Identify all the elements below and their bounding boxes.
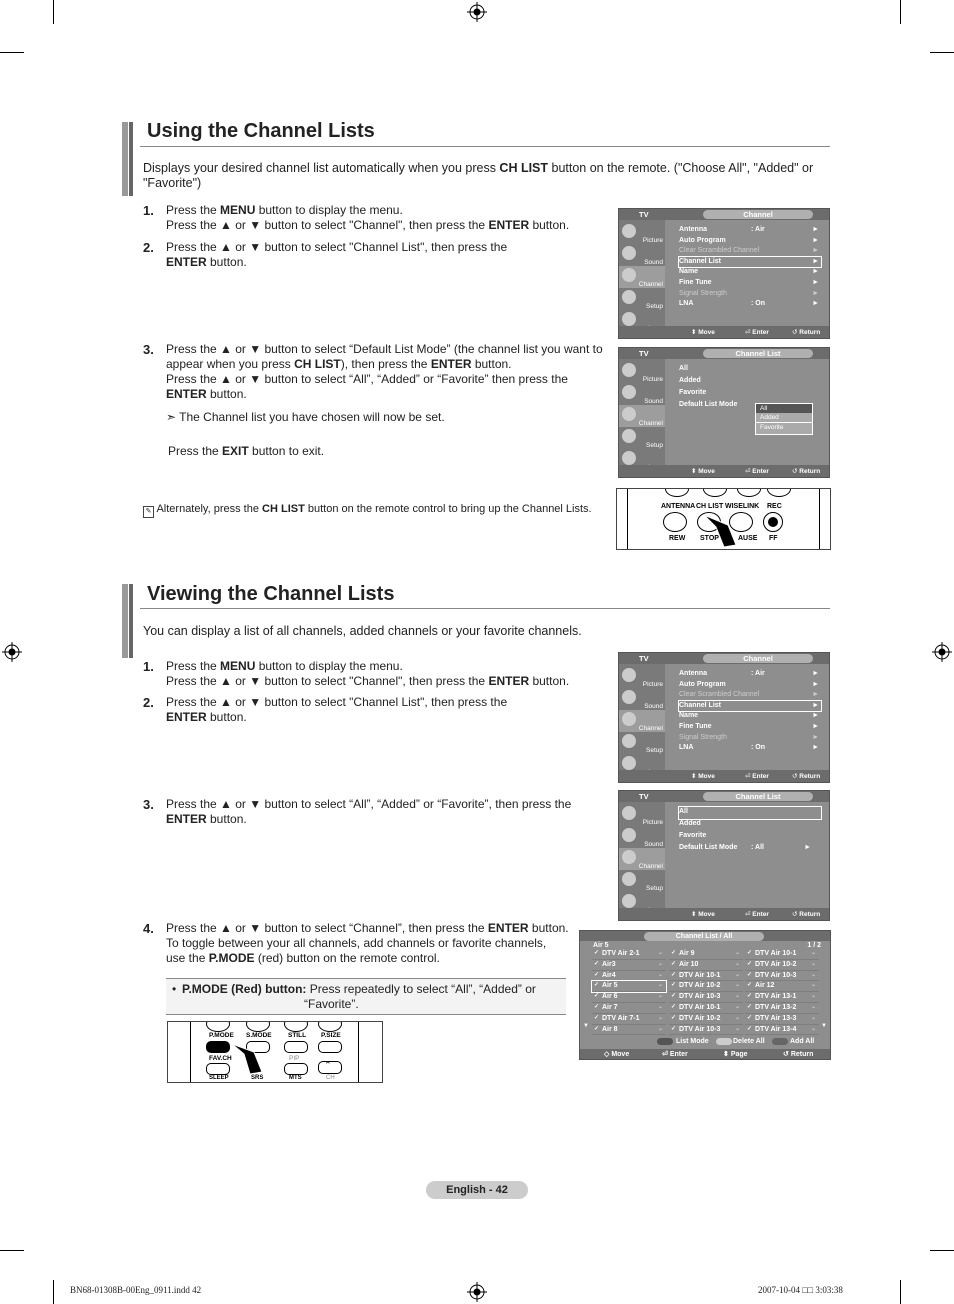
channel-list-item[interactable] <box>745 1025 819 1036</box>
menu-item[interactable]: Auto Program ► <box>679 236 819 244</box>
channel-name: DTV Air 10-1 <box>755 950 797 957</box>
antenna-icon: ✓ <box>671 950 677 956</box>
antenna-icon: ✓ <box>747 993 753 1000</box>
input-icon <box>622 451 636 465</box>
section-bar <box>129 584 133 658</box>
step-number: 3. <box>143 342 154 357</box>
step-text: Press the ▲ or ▼ button to select “All”, “Added” or “Favorite”, then press the ENTER button. <box>166 797 572 826</box>
channel-list-item[interactable] <box>592 960 666 971</box>
antenna-icon: ✓ <box>671 982 677 989</box>
section-intro: You can display a list of all channels, added channels or your favorite channels. <box>143 624 582 638</box>
chevron-down-icon: ⌄ <box>810 960 816 967</box>
sound-icon <box>622 385 636 399</box>
antenna-icon: ✓ <box>747 1025 753 1032</box>
channel-list-item[interactable] <box>592 949 666 960</box>
osd-channel-menu: TV Channel Picture Sound Channel Setup Antenna : Air ► Auto Program ► Clear Scrambled Channel ► Channel List ► Name ► Fine Tune ► Signal Strength ► LNA : On ► ⬍ Move ⏎ Enter ↺ Return <box>618 208 830 339</box>
channel-icon <box>622 712 636 726</box>
channel-name: Air 12 <box>755 982 775 990</box>
red-button-icon <box>657 1038 673 1045</box>
note-text: ✎ Alternately, press the CH LIST button on the remote control to bring up the Channel Lists. <box>143 503 613 518</box>
registration-mark-icon <box>2 642 22 662</box>
step-number: 1. <box>143 659 154 674</box>
bullet-note: • P.MODE (Red) button: Press repeatedly to select “All”, “Added” or “Favorite”. <box>166 978 566 1015</box>
footer-timestamp: 2007-10-04 □□ 3:03:38 <box>758 1285 843 1295</box>
chevron-down-icon: ⌄ <box>657 950 663 956</box>
channel-name: DTV Air 7-1 <box>602 1014 640 1022</box>
antenna-icon: ✓ <box>671 971 677 978</box>
chevron-down-icon: ⌄ <box>734 993 740 1000</box>
menu-item[interactable]: Signal Strength ► <box>679 289 819 297</box>
step-text: Press the ▲ or ▼ button to select “Default List Mode” (the channel list you want to appear when you press CH LIST), then press the ENTER button. Press the ▲ or ▼ button to select “All”, “Added” or “Favorite” then press the ENTER button. ➣ The Channel list you have chosen will now be set. Press the EXIT button to exit. <box>166 342 603 458</box>
scroll-down-icon[interactable]: ▼ <box>583 1023 589 1029</box>
osd-channel-list-menu: TV Channel List Picture Sound Channel Setup All Added Favorite Default List Mode All Added Favorite ⬍ Move ⏎ Enter ↺ Return <box>618 347 830 478</box>
menu-item[interactable]: Clear Scrambled Channel ► <box>679 247 819 255</box>
menu-item[interactable]: Fine Tune ► <box>679 278 819 286</box>
channel-list-item[interactable] <box>669 1003 743 1014</box>
step-number: 1. <box>143 203 154 218</box>
chevron-down-icon: ⌄ <box>734 1003 740 1010</box>
picture-icon <box>622 668 636 682</box>
channel-name: DTV Air 13-1 <box>755 993 797 1001</box>
channel-name: DTV Air 2-1 <box>602 950 640 957</box>
antenna-icon: ✓ <box>594 1003 600 1010</box>
channel-name: Air 5 <box>602 982 618 990</box>
menu-item[interactable]: All <box>679 807 821 819</box>
chevron-up-icon: ⌃ <box>324 1060 332 1070</box>
menu-item[interactable]: Default List Mode <box>679 401 738 408</box>
antenna-icon: ✓ <box>671 1014 677 1021</box>
input-icon <box>622 894 636 908</box>
setup-icon <box>622 290 636 304</box>
chevron-down-icon: ⌄ <box>810 982 816 989</box>
channel-list-item[interactable] <box>745 971 819 982</box>
section-title: Using the Channel Lists <box>147 120 375 142</box>
chevron-down-icon: ⌄ <box>734 1025 740 1032</box>
page-number-badge: English - 42 <box>426 1181 528 1199</box>
picture-icon <box>622 363 636 377</box>
antenna-icon: ✓ <box>671 1003 677 1010</box>
registration-mark-icon <box>932 642 952 662</box>
add-all-button[interactable]: Add All <box>790 1038 815 1045</box>
antenna-icon: ✓ <box>671 993 677 1000</box>
setup-icon <box>622 429 636 443</box>
channel-name: DTV Air 10-2 <box>679 982 721 990</box>
menu-item[interactable]: All <box>679 365 688 372</box>
setup-icon <box>622 734 636 748</box>
crop-mark <box>900 1280 901 1304</box>
menu-item[interactable]: Antenna : Air ► <box>679 226 819 233</box>
sound-icon <box>622 246 636 260</box>
channel-list-item[interactable] <box>592 981 666 992</box>
channel-name: Air 6 <box>602 993 618 1001</box>
pointer-hand-icon <box>232 1040 272 1074</box>
channel-list-item[interactable] <box>669 949 743 960</box>
section-title: Viewing the Channel Lists <box>147 583 395 605</box>
channel-icon <box>622 850 636 864</box>
channel-icon <box>622 407 636 421</box>
step-text: Press the ▲ or ▼ button to select "Channel List", then press the ENTER button. <box>166 240 508 269</box>
chevron-down-icon: ⌄ <box>810 1025 816 1032</box>
antenna-icon: ✓ <box>594 960 600 967</box>
registration-mark-icon <box>467 2 487 22</box>
channel-name: DTV Air 10-1 <box>679 971 721 979</box>
osd-channel-list-all: Channel List / All Air 5 1 / 2 ✓ DTV Air 2-1 ⌄ ✓ Air3 ⌄ ✓ Air4 ⌄ ✓ Air 5 ⌄ ✓ Air 6 ⌄ ✓ Air 7 ⌄ ✓ DTV Air 7-1 ⌄ ✓ Air 8 ⌄ ✓ Air 9 ⌄ ✓ Air 10 ⌄ ✓ DTV Air 10-1 ⌄ ✓ DTV Air 10-2 ⌄ ✓ DTV Air 10-3 ⌄ ✓ DTV Air 10-1 ⌄ ✓ DTV Air 10-2 ⌄ ✓ DTV Air 10-3 ⌄ ✓ DTV Air 10-1 ⌄ ✓ DTV Air 10-2 ⌄ ✓ DTV Air 10-3 ⌄ ✓ Air 12 ⌄ ✓ DTV Air 13-1 ⌄ ✓ DTV Air 13-2 ⌄ ✓ DTV Air 13-3 ⌄ ✓ DTV Air 13-4 ⌄ ▼ ▼ List Mode Delete All Add All ◇ Move ⏎ Enter ⬍ Page ↺ Return <box>579 930 831 1060</box>
channel-name: DTV Air 10-2 <box>755 960 797 968</box>
section-rule <box>140 146 830 147</box>
step-number: 2. <box>143 695 154 710</box>
chevron-down-icon: ⌄ <box>810 1003 816 1010</box>
menu-item[interactable]: LNA : On ► <box>679 300 819 308</box>
dropdown-option[interactable]: All <box>756 404 812 413</box>
channel-list-item[interactable] <box>669 971 743 982</box>
chevron-down-icon: ⌄ <box>810 993 816 1000</box>
channel-list-item[interactable] <box>592 971 666 982</box>
menu-item[interactable]: Favorite <box>679 832 707 839</box>
step-text: Press the ▲ or ▼ button to select “Channel”, then press the ENTER button. To toggle between your all channels, add channels or favorite channels, use the P.MODE (red) button on the remote control. <box>166 921 569 965</box>
picture-icon <box>622 224 636 238</box>
channel-list-item[interactable] <box>745 992 819 1003</box>
chevron-down-icon: ⌄ <box>734 971 740 978</box>
crop-mark <box>930 1250 954 1251</box>
menu-item[interactable]: Favorite <box>679 389 707 396</box>
dropdown-option[interactable]: Favorite <box>760 424 784 431</box>
step-text: Press the MENU button to display the menu. Press the ▲ or ▼ button to select "Channel", then press the ENTER button. <box>166 203 570 232</box>
channel-name: DTV Air 13-3 <box>755 1014 797 1022</box>
chevron-down-icon: ⌄ <box>657 971 663 978</box>
antenna-icon: ✓ <box>747 960 753 967</box>
antenna-icon: ✓ <box>747 971 753 978</box>
channel-name: Air 8 <box>602 1025 618 1033</box>
pointer-hand-icon <box>702 511 742 547</box>
channel-name: DTV Air 10-3 <box>679 993 721 1001</box>
menu-item[interactable]: Added <box>679 377 701 384</box>
channel-name: Air 7 <box>602 1003 618 1011</box>
channel-list-item[interactable] <box>592 1014 666 1025</box>
antenna-icon: ✓ <box>747 1003 753 1010</box>
registration-mark-icon <box>467 1282 487 1302</box>
channel-list-item[interactable] <box>745 1003 819 1014</box>
step-number: 3. <box>143 797 154 812</box>
step-number: 4. <box>143 921 154 936</box>
crop-mark <box>53 0 54 24</box>
channel-icon <box>622 268 636 282</box>
antenna-icon: ✓ <box>594 993 600 1000</box>
channel-name: DTV Air 10-2 <box>679 1014 721 1022</box>
chevron-down-icon: ⌄ <box>657 1025 663 1032</box>
section-rule <box>140 608 830 609</box>
chevron-down-icon: ⌄ <box>734 960 740 967</box>
input-icon <box>622 312 636 326</box>
channel-name: Air 9 <box>679 950 695 957</box>
step-text: Press the MENU button to display the menu. Press the ▲ or ▼ button to select "Channel", then press the ENTER button. <box>166 659 570 688</box>
channel-list-item[interactable] <box>669 1025 743 1036</box>
scroll-down-icon[interactable]: ▼ <box>821 1023 827 1029</box>
channel-list-item[interactable] <box>745 960 819 971</box>
crop-mark <box>0 1250 24 1251</box>
section-bar <box>122 584 128 658</box>
setup-icon <box>622 872 636 886</box>
channel-name: DTV Air 10-3 <box>755 971 797 979</box>
channel-name: Air4 <box>602 971 616 979</box>
antenna-icon: ✓ <box>747 950 753 956</box>
menu-item[interactable]: Added <box>679 820 701 827</box>
menu-item[interactable]: Channel List ► <box>679 701 821 712</box>
channel-name: DTV Air 10-1 <box>679 1003 721 1011</box>
chevron-down-icon: ⌄ <box>657 982 663 989</box>
channel-list-item[interactable] <box>745 981 819 992</box>
menu-item[interactable]: Channel List ► <box>679 257 821 268</box>
osd-channel-menu: TV Channel Picture Sound Channel Setup Antenna : Air ► Auto Program ► Clear Scrambled Channel ► Channel List ► Name ► Fine Tune ► Signal Strength ► LNA : On ► ⬍ Move ⏎ Enter ↺ Return <box>618 652 830 783</box>
antenna-icon: ✓ <box>594 971 600 978</box>
list-mode-button[interactable]: List Mode <box>676 1038 709 1045</box>
menu-item[interactable]: Antenna : Air ► <box>679 670 819 677</box>
crop-mark <box>930 52 954 53</box>
channel-name: Air 10 <box>679 960 699 968</box>
chevron-down-icon: ⌄ <box>657 960 663 967</box>
menu-item[interactable]: Clear Scrambled Channel ► <box>679 691 819 699</box>
menu-item[interactable]: Fine Tune ► <box>679 722 819 730</box>
channel-list-item[interactable] <box>669 981 743 992</box>
chevron-down-icon: ⌄ <box>657 1014 663 1021</box>
menu-item[interactable]: Default List Mode : All ► <box>679 844 811 851</box>
green-button-icon <box>716 1038 732 1045</box>
chevron-down-icon: ⌄ <box>810 950 816 956</box>
remote-control-image: P.MODE S.MODE STILL P.SIZE FAV.CH PIP ⌃ SLEEP SRS MTS CH <box>167 1021 383 1083</box>
chevron-down-icon: ⌄ <box>810 971 816 978</box>
input-icon <box>622 756 636 770</box>
sound-icon <box>622 828 636 842</box>
channel-name: DTV Air 13-4 <box>755 1025 797 1033</box>
channel-list-item[interactable] <box>592 1003 666 1014</box>
channel-name: DTV Air 13-2 <box>755 1003 797 1011</box>
section-bar <box>122 122 128 196</box>
chevron-down-icon: ⌄ <box>734 950 740 956</box>
yellow-button-icon <box>772 1038 788 1045</box>
antenna-icon: ✓ <box>594 982 600 989</box>
channel-list-item[interactable] <box>745 949 819 960</box>
delete-all-button[interactable]: Delete All <box>733 1038 765 1045</box>
section-intro: Displays your desired channel list automatically when you press CH LIST button on the remote. ("Choose All", "Added" or "Favorite") <box>143 161 814 190</box>
antenna-icon: ✓ <box>747 982 753 989</box>
chevron-down-icon: ⌄ <box>734 982 740 989</box>
channel-list-item[interactable] <box>745 1014 819 1025</box>
sound-icon <box>622 690 636 704</box>
chevron-down-icon: ⌄ <box>810 1014 816 1021</box>
crop-mark <box>0 52 24 53</box>
menu-item[interactable]: LNA : On ► <box>679 744 819 752</box>
channel-list-item[interactable] <box>669 1014 743 1025</box>
channel-list-item[interactable] <box>669 992 743 1003</box>
channel-name: Air3 <box>602 960 616 968</box>
remote-control-image: ANTENNA CH LIST WISELINK REC REW STOP AUSE FF <box>616 488 831 550</box>
osd-channel-list-menu: TV Channel List Picture Sound Channel Setup All Added Favorite Default List Mode : All ► ⬍ Move ⏎ Enter ↺ Return <box>618 790 830 921</box>
menu-item[interactable]: Auto Program ► <box>679 680 819 688</box>
crop-mark <box>53 1280 54 1304</box>
crop-mark <box>900 0 901 24</box>
step-text: Press the ▲ or ▼ button to select "Channel List", then press the ENTER button. <box>166 695 508 724</box>
menu-item[interactable]: Signal Strength ► <box>679 733 819 741</box>
antenna-icon: ✓ <box>747 1014 753 1021</box>
dropdown-option[interactable]: Added <box>756 413 812 423</box>
chevron-down-icon: ⌄ <box>657 1003 663 1010</box>
footer-file: BN68-01308B-00Eng_0911.indd 42 <box>70 1285 202 1295</box>
dropdown-popup <box>755 403 813 435</box>
menu-item[interactable]: Name ► <box>679 712 819 720</box>
chevron-down-icon: ⌄ <box>734 1014 740 1021</box>
antenna-icon: ✓ <box>671 960 677 967</box>
channel-list-item[interactable] <box>592 992 666 1003</box>
menu-item[interactable]: Name ► <box>679 268 819 276</box>
channel-list-item[interactable] <box>592 1025 666 1036</box>
section-bar <box>129 122 133 196</box>
chevron-down-icon: ⌄ <box>657 993 663 1000</box>
picture-icon <box>622 806 636 820</box>
antenna-icon: ✓ <box>671 1025 677 1032</box>
antenna-icon: ✓ <box>594 950 600 956</box>
channel-list-item[interactable] <box>669 960 743 971</box>
note-icon: ✎ <box>143 506 154 518</box>
step-number: 2. <box>143 240 154 255</box>
antenna-icon: ✓ <box>594 1014 600 1021</box>
antenna-icon: ✓ <box>594 1025 600 1032</box>
channel-name: DTV Air 10-3 <box>679 1025 721 1033</box>
